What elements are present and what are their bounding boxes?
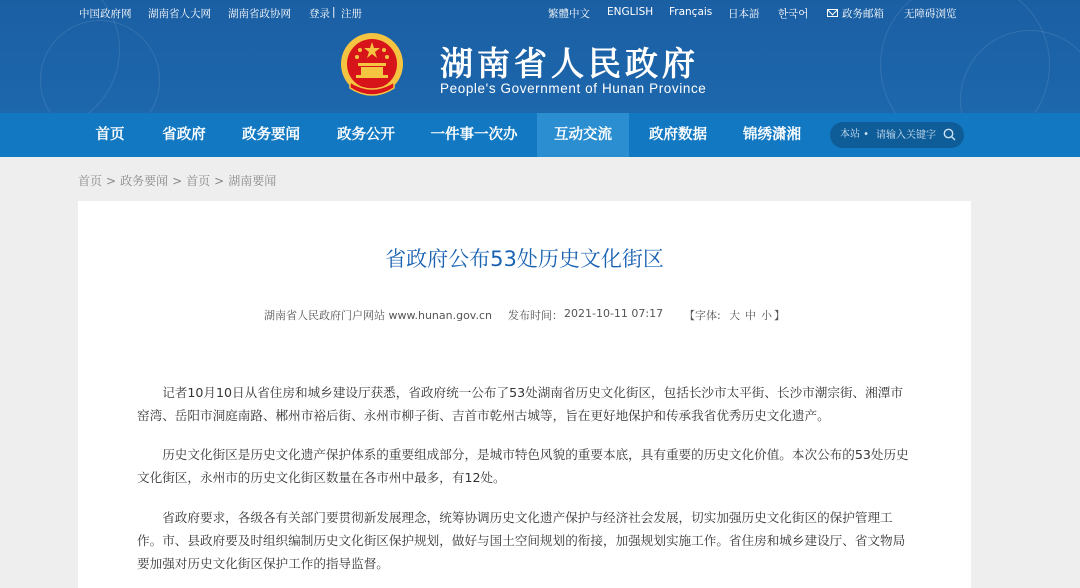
lang-traditional-chinese[interactable]: 繁體中文 [548,8,590,20]
breadcrumb-home-2[interactable]: 首页 [186,174,211,188]
font-size-close: 】 [774,309,785,322]
nav-item-home[interactable]: 首页 [95,127,125,143]
article-paragraph: 历史文化街区是历史文化遗产保护体系的重要组成部分，是城市特色风貌的重要本底，具有重要的历史文化价值。本次公布的53处历史文化街区，永州市的历史文化街区数量在各市州中最多，有12处。 [137,447,909,485]
nav-item-interaction[interactable]: 互动交流 [537,113,629,157]
top-bar [0,6,1080,22]
nav-item-one-stop[interactable]: 一件事一次办 [430,127,518,143]
nav-item-scenic-hunan[interactable]: 锦绣潇湘 [743,127,801,143]
lang-french[interactable]: Français [669,6,713,18]
divider: | [332,6,336,18]
mail-icon [827,9,838,17]
font-size-large[interactable]: 大 [729,309,740,322]
article-title: 省政府公布53处历史文化街区 [385,247,664,271]
font-size-medium[interactable]: 中 [745,309,756,322]
link-hunan-npc[interactable]: 湖南省人大网 [148,8,211,20]
gov-mail-link[interactable] [827,6,884,21]
search-scope[interactable]: 本站 • [840,129,870,140]
breadcrumb [78,172,276,189]
search-box [830,122,964,148]
breadcrumb-sep: > [214,174,225,188]
breadcrumb-sep: > [106,174,117,188]
article-paragraph: 省政府要求，各级各有关部门要贯彻新发展理念，统筹协调历史文化遗产保护与经济社会发展，切实加强历史文化街区的保护管理工作。市、县政府要及时组织编制历史文化街区保护规划，做好与国土空间规划的衔接，加强规划实施工作。省住房和城乡建设厅、省文物局要加强对历史文化街区保护工作的指导监督。 [137,510,906,571]
register-link[interactable]: 注册 [341,8,362,20]
breadcrumb-gov-news[interactable]: 政务要闻 [120,174,169,188]
article-panel [78,201,971,588]
article-source: 湖南省人民政府门户网站 www.hunan.gov.cn [264,309,492,322]
nav-item-gov-news[interactable]: 政务要闻 [242,127,300,143]
login-link[interactable]: 登录 [309,8,330,20]
search-input[interactable] [876,126,946,144]
nav-item-provincial-gov[interactable]: 省政府 [162,127,206,143]
breadcrumb-hunan-news[interactable]: 湖南要闻 [228,174,277,188]
accessible-link[interactable]: 无障碍浏览 [904,8,957,20]
site-title: 湖南省人民政府 [440,44,699,83]
search-icon[interactable] [943,128,956,141]
lang-korean[interactable]: 한국어 [778,8,809,20]
main-nav [0,113,1080,157]
breadcrumb-sep: > [172,174,183,188]
nav-item-gov-affairs[interactable]: 政务公开 [337,127,395,143]
gov-mail-label: 政务邮箱 [842,8,884,20]
font-size-label: 【字体: [684,309,721,322]
article-paragraph: 记者10月10日从省住房和城乡建设厅获悉，省政府统一公布了53处湖南省历史文化街区，包括长沙市太平街、长沙市潮宗街、湘潭市窑湾、岳阳市洞庭南路、郴州市裕后街、永州市柳子街、吉首市乾州古城等，旨在更好地保护和传承我省优秀历史文化遗产。 [137,385,903,423]
publish-time-label: 发布时间： [508,309,563,322]
breadcrumb-home[interactable]: 首页 [78,174,103,188]
link-china-gov[interactable]: 中国政府网 [79,8,132,20]
lang-english[interactable]: ENGLISH [607,6,654,18]
nav-item-gov-data[interactable]: 政府数据 [649,127,707,143]
publish-time: 2021-10-11 07:17 [564,307,664,320]
site-subtitle: People's Government of Hunan Province [440,81,707,96]
font-size-small[interactable]: 小 [761,309,772,322]
link-hunan-cppcc[interactable]: 湖南省政协网 [228,8,291,20]
lang-japanese[interactable]: 日本語 [728,8,760,20]
national-emblem-icon [338,30,406,102]
site-header [0,0,1080,113]
